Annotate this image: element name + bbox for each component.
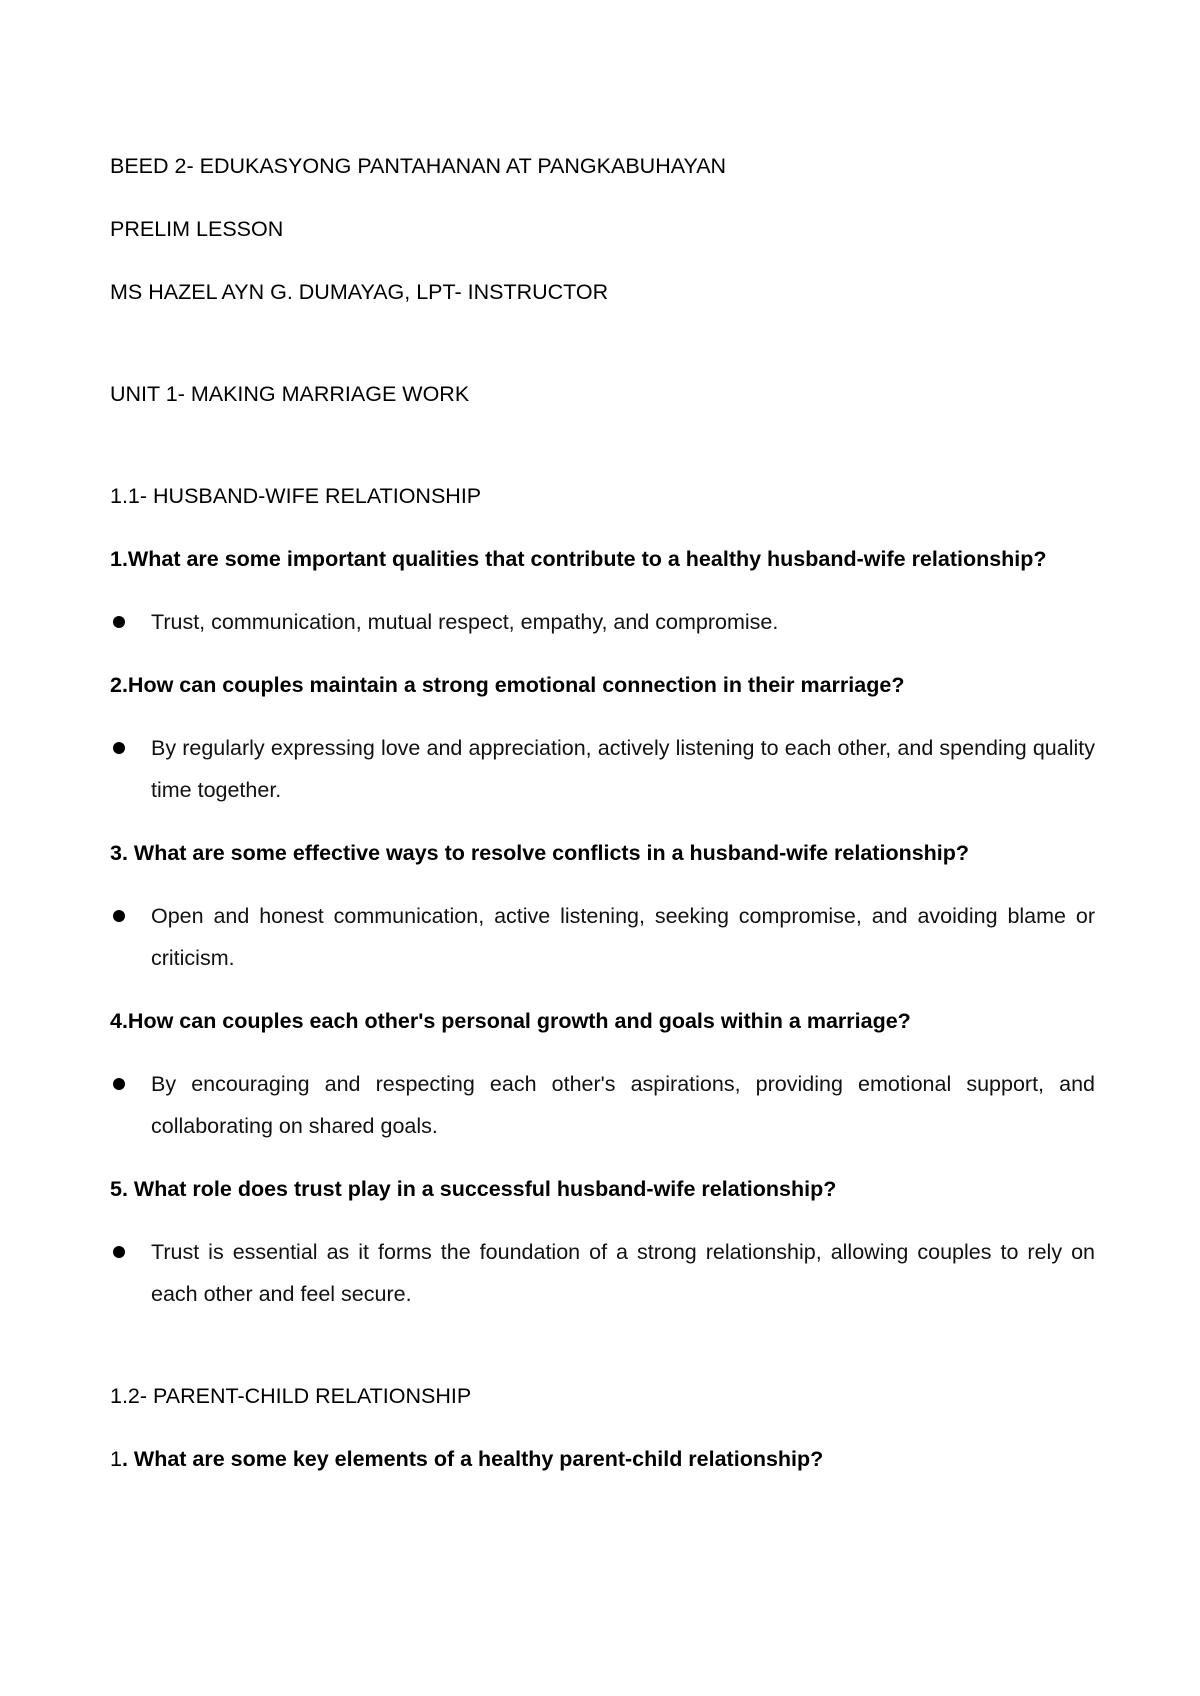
- answer-text: Trust is essential as it forms the foundation of a strong relationship, allowing couples to rely on each other and feel secure.: [151, 1240, 1095, 1306]
- question-2: 2.How can couples maintain a strong emotional connection in their marriage?: [110, 673, 905, 697]
- bullet-icon: [113, 742, 125, 754]
- answer-4: [110, 1063, 1095, 1147]
- answer-1: [110, 601, 1095, 643]
- bullet-icon: [113, 910, 125, 922]
- answer-text: By encouraging and respecting each other's aspirations, providing emotional support, and collaborating on shared goals.: [151, 1072, 1095, 1138]
- answer-5: [110, 1231, 1095, 1315]
- answer-3: [110, 895, 1095, 979]
- lesson-title: PRELIM LESSON: [110, 217, 284, 241]
- document-content: [110, 145, 1095, 1480]
- section-title-parent-child: 1.2- PARENT-CHILD RELATIONSHIP: [110, 1384, 472, 1408]
- question-text: . What are some key elements of a healthy parent-child relationship?: [121, 1447, 824, 1471]
- bullet-icon: [113, 1078, 125, 1090]
- unit-title: UNIT 1- MAKING MARRIAGE WORK: [110, 382, 470, 406]
- question-5: 5. What role does trust play in a successful husband-wife relationship?: [110, 1177, 837, 1201]
- answer-2: [110, 727, 1095, 811]
- question-number: 1: [110, 1447, 122, 1471]
- bullet-icon: [113, 616, 125, 628]
- answer-text: By regularly expressing love and appreciation, actively listening to each other, and spending quality time together.: [151, 736, 1095, 802]
- question-4: 4.How can couples each other's personal growth and goals within a marriage?: [110, 1009, 911, 1033]
- question-parent-child-1: [110, 1438, 1095, 1480]
- instructor-name: MS HAZEL AYN G. DUMAYAG, LPT- INSTRUCTOR: [110, 280, 609, 304]
- question-3: 3. What are some effective ways to resolve conflicts in a husband-wife relationship?: [110, 841, 970, 865]
- section-title-husband-wife: 1.1- HUSBAND-WIFE RELATIONSHIP: [110, 484, 482, 508]
- question-1: 1.What are some important qualities that contribute to a healthy husband-wife relationship?: [110, 547, 1047, 571]
- answer-text: Trust, communication, mutual respect, empathy, and compromise.: [151, 610, 779, 634]
- bullet-icon: [113, 1246, 125, 1258]
- course-title: BEED 2- EDUKASYONG PANTAHANAN AT PANGKABUHAYAN: [110, 154, 727, 178]
- answer-text: Open and honest communication, active listening, seeking compromise, and avoiding blame or criticism.: [151, 904, 1095, 970]
